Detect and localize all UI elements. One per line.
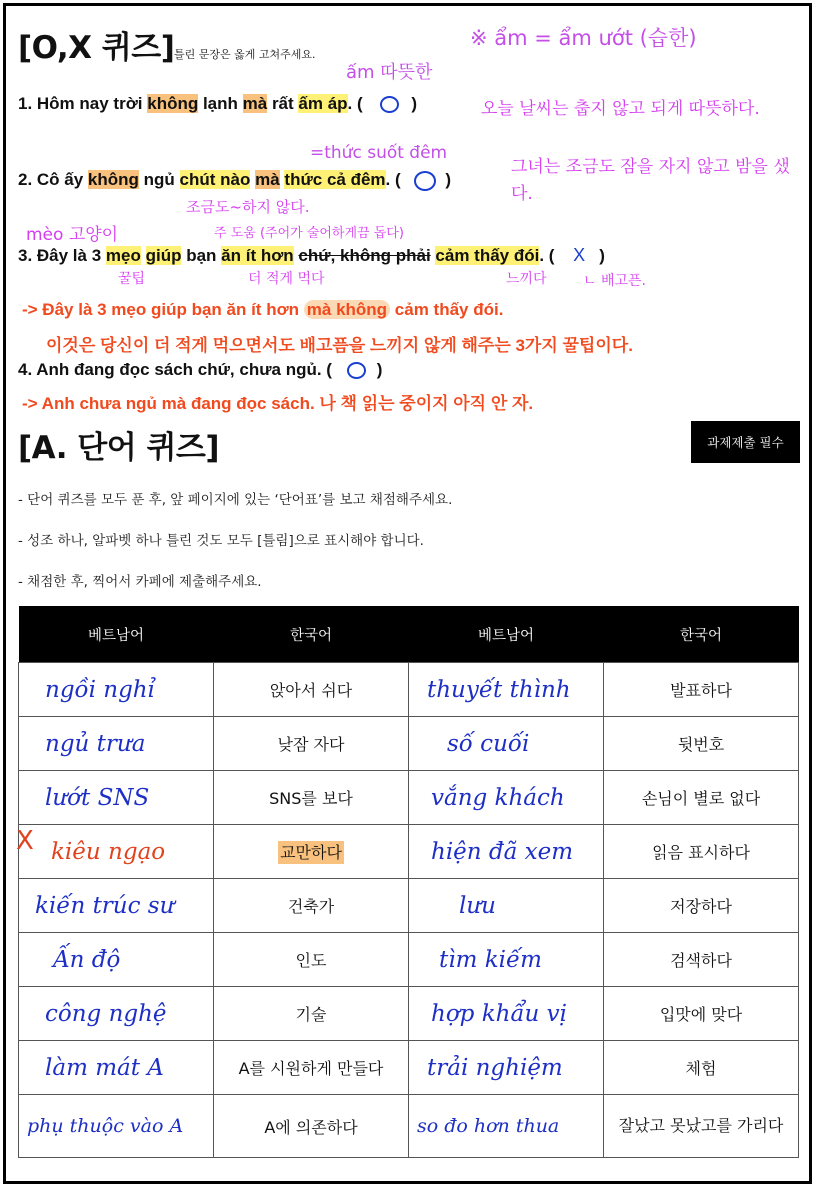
vietnamese-answer: vắng khách — [409, 771, 604, 825]
submission-required-badge: 과제제출 필수 — [691, 421, 800, 463]
korean-word: SNS를 보다 — [214, 771, 409, 825]
table-row — [19, 987, 799, 1041]
q4-text: ) — [376, 360, 383, 379]
korean-word: A에 의존하다 — [214, 1095, 409, 1158]
note-feel: 느끼다 — [506, 271, 547, 287]
q1-text: ) — [411, 94, 418, 113]
korean-word — [214, 825, 409, 879]
q1-highlight-khong: không — [147, 94, 199, 113]
q3-text: ) — [599, 246, 605, 265]
korean-word: 읽음 표시하다 — [604, 825, 799, 879]
x-mark-icon: X — [573, 245, 586, 265]
note-am-warm: ấm 따뜻한 — [346, 62, 433, 83]
vietnamese-answer: thuyết thình — [409, 663, 604, 717]
q1-text: rất — [267, 94, 299, 113]
q2-text: ) — [445, 170, 452, 189]
header-korean: 한국어 — [604, 606, 799, 663]
korean-word: 인도 — [214, 933, 409, 987]
q1-text: lạnh — [198, 94, 243, 113]
q2-text: 2. Cô ấy — [18, 170, 88, 189]
vocabulary-table — [18, 606, 799, 1158]
q2-korean-note: 그녀는 조금도 잠을 자지 않고 밤을 샜다. — [511, 157, 790, 204]
q3-text — [141, 246, 146, 265]
ox-quiz-title: [O,X 퀴즈] — [18, 30, 175, 66]
korean-word: A를 시원하게 만들다 — [214, 1041, 409, 1095]
q3-highlight-meo: mẹo — [105, 246, 141, 265]
note-am-humid: ※ ẩm = ẩm ướt (습한) — [470, 26, 697, 50]
korean-word: 검색하다 — [604, 933, 799, 987]
table-row — [19, 825, 799, 879]
vietnamese-answer: lướt SNS — [19, 771, 214, 825]
q3-answer-text: -> Đây là 3 mẹo giúp bạn ăn ít hơn — [22, 300, 304, 319]
table-row — [19, 717, 799, 771]
q1-korean-note: 오늘 날씨는 춥지 않고 되게 따뜻하다. — [481, 99, 760, 119]
question-3 — [18, 245, 605, 266]
vietnamese-answer: làm mát A — [19, 1041, 214, 1095]
vietnamese-answer: ngủ trưa — [19, 717, 214, 771]
q1-text: . ( — [347, 94, 363, 113]
q3-highlight-giup: giúp — [145, 246, 182, 265]
note-hungry: ㄴ 배고픈. — [583, 273, 646, 289]
note-jogeumdo: 조금도~하지 않다. — [186, 198, 310, 216]
korean-word: 뒷번호 — [604, 717, 799, 771]
vietnamese-answer: ngồi nghỉ — [19, 663, 214, 717]
korean-word: 발표하다 — [604, 663, 799, 717]
vietnamese-answer: trải nghiệm — [409, 1041, 604, 1095]
instruction-2: - 성조 하나, 알파벳 하나 틀린 것도 모두 [틀림]으로 표시해야 합니다. — [18, 533, 424, 549]
question-1 — [18, 94, 417, 114]
q2-text: ngủ — [138, 170, 180, 189]
circle-mark-icon — [380, 96, 399, 113]
q2-text: . ( — [385, 170, 401, 189]
vietnamese-answer: phụ thuộc vào A — [19, 1095, 214, 1158]
word-quiz-title: [A. 단어 퀴즈] — [18, 430, 220, 466]
q3-answer-korean: 이것은 당신이 더 적게 먹으면서도 배고픔을 느끼지 않게 해주는 3가지 꿀팁이다. — [46, 336, 633, 355]
table-row — [19, 1041, 799, 1095]
vietnamese-answer-wrong: kiêu ngạo — [19, 825, 214, 879]
q2-highlight-khong: không — [87, 170, 139, 189]
note-kkultip: 꿀팁 — [118, 271, 146, 287]
vietnamese-answer: kiến trúc sư — [19, 879, 214, 933]
note-meo-cat: mèo 고양이 — [26, 225, 119, 245]
q3-text: . ( — [539, 246, 555, 265]
wrong-x-mark-icon: X — [16, 826, 34, 856]
q2-highlight-ma: mà — [255, 170, 280, 189]
korean-word: 앉아서 쉬다 — [214, 663, 409, 717]
q4-text: 4. Anh đang đọc sách chứ, chưa ngủ. ( — [18, 360, 332, 379]
header-vietnamese: 베트남어 — [409, 606, 604, 663]
instruction-1: - 단어 퀴즈를 모두 푼 후, 앞 페이지에 있는 ‘단어표’를 보고 채점해주세요. — [18, 492, 453, 508]
vietnamese-answer: hợp khẩu vị — [409, 987, 604, 1041]
circle-mark-icon — [414, 171, 436, 191]
q1-highlight-am-ap: ấm áp — [298, 94, 348, 113]
table-row — [19, 933, 799, 987]
vietnamese-answer: lưu — [409, 879, 604, 933]
vietnamese-answer: công nghệ — [19, 987, 214, 1041]
note-eat-less: 더 적게 먹다 — [248, 271, 325, 287]
q1-text: 1. Hôm nay trời — [18, 94, 148, 113]
q3-text: 3. Đây là 3 — [18, 246, 106, 265]
q3-answer-vietnamese — [22, 300, 503, 320]
table-row — [19, 879, 799, 933]
table-row — [19, 771, 799, 825]
q4-answer: -> Anh chưa ngủ mà đang đọc sách. 나 책 읽는 중이지 아직 안 자. — [22, 394, 534, 413]
vietnamese-answer: số cuối — [409, 717, 604, 771]
q3-highlight-an-it-hon: ăn ít hơn — [221, 246, 294, 265]
q2-highlight-thuc-ca-dem: thức cả đêm — [284, 170, 386, 189]
table-row — [19, 1095, 799, 1158]
korean-word: 저장하다 — [604, 879, 799, 933]
korean-word: 낮잠 자다 — [214, 717, 409, 771]
header-korean: 한국어 — [214, 606, 409, 663]
q2-highlight-chut-nao: chút nào — [179, 170, 251, 189]
korean-word: 체험 — [604, 1041, 799, 1095]
table-row — [19, 663, 799, 717]
q3-strikethrough: chứ, không phải — [298, 246, 431, 265]
table-header-row — [19, 606, 799, 663]
q3-answer-text: cảm thấy đói. — [390, 300, 504, 319]
ox-quiz-subtitle: 틀린 문장은 옳게 고쳐주세요. — [174, 48, 316, 61]
vietnamese-answer: hiện đã xem — [409, 825, 604, 879]
header-vietnamese: 베트남어 — [19, 606, 214, 663]
korean-word: 손님이 별로 없다 — [604, 771, 799, 825]
q3-highlight-cam-thay-doi: cảm thấy đói — [435, 246, 540, 265]
instruction-3: - 채점한 후, 찍어서 카페에 제출해주세요. — [18, 574, 262, 590]
korean-word: 잘났고 못났고를 가리다 — [604, 1095, 799, 1158]
note-help: 주 도움 (주어가 술어하게끔 돕다) — [214, 226, 404, 241]
note-thuc-suot-dem: =thức suốt đêm — [310, 143, 448, 163]
vietnamese-answer: tìm kiếm — [409, 933, 604, 987]
q3-text: bạn — [181, 246, 222, 265]
question-4 — [18, 360, 382, 380]
q1-highlight-ma: mà — [242, 94, 268, 113]
korean-word: 입맛에 맞다 — [604, 987, 799, 1041]
q3-answer-highlight: mà không — [304, 300, 390, 319]
circle-mark-icon — [347, 362, 366, 379]
vietnamese-answer: Ấn độ — [19, 933, 214, 987]
korean-word: 기술 — [214, 987, 409, 1041]
question-2 — [18, 170, 451, 191]
vietnamese-answer: so đo hơn thua — [409, 1095, 604, 1158]
korean-word: 건축가 — [214, 879, 409, 933]
korean-word-highlighted: 교만하다 — [280, 843, 342, 862]
